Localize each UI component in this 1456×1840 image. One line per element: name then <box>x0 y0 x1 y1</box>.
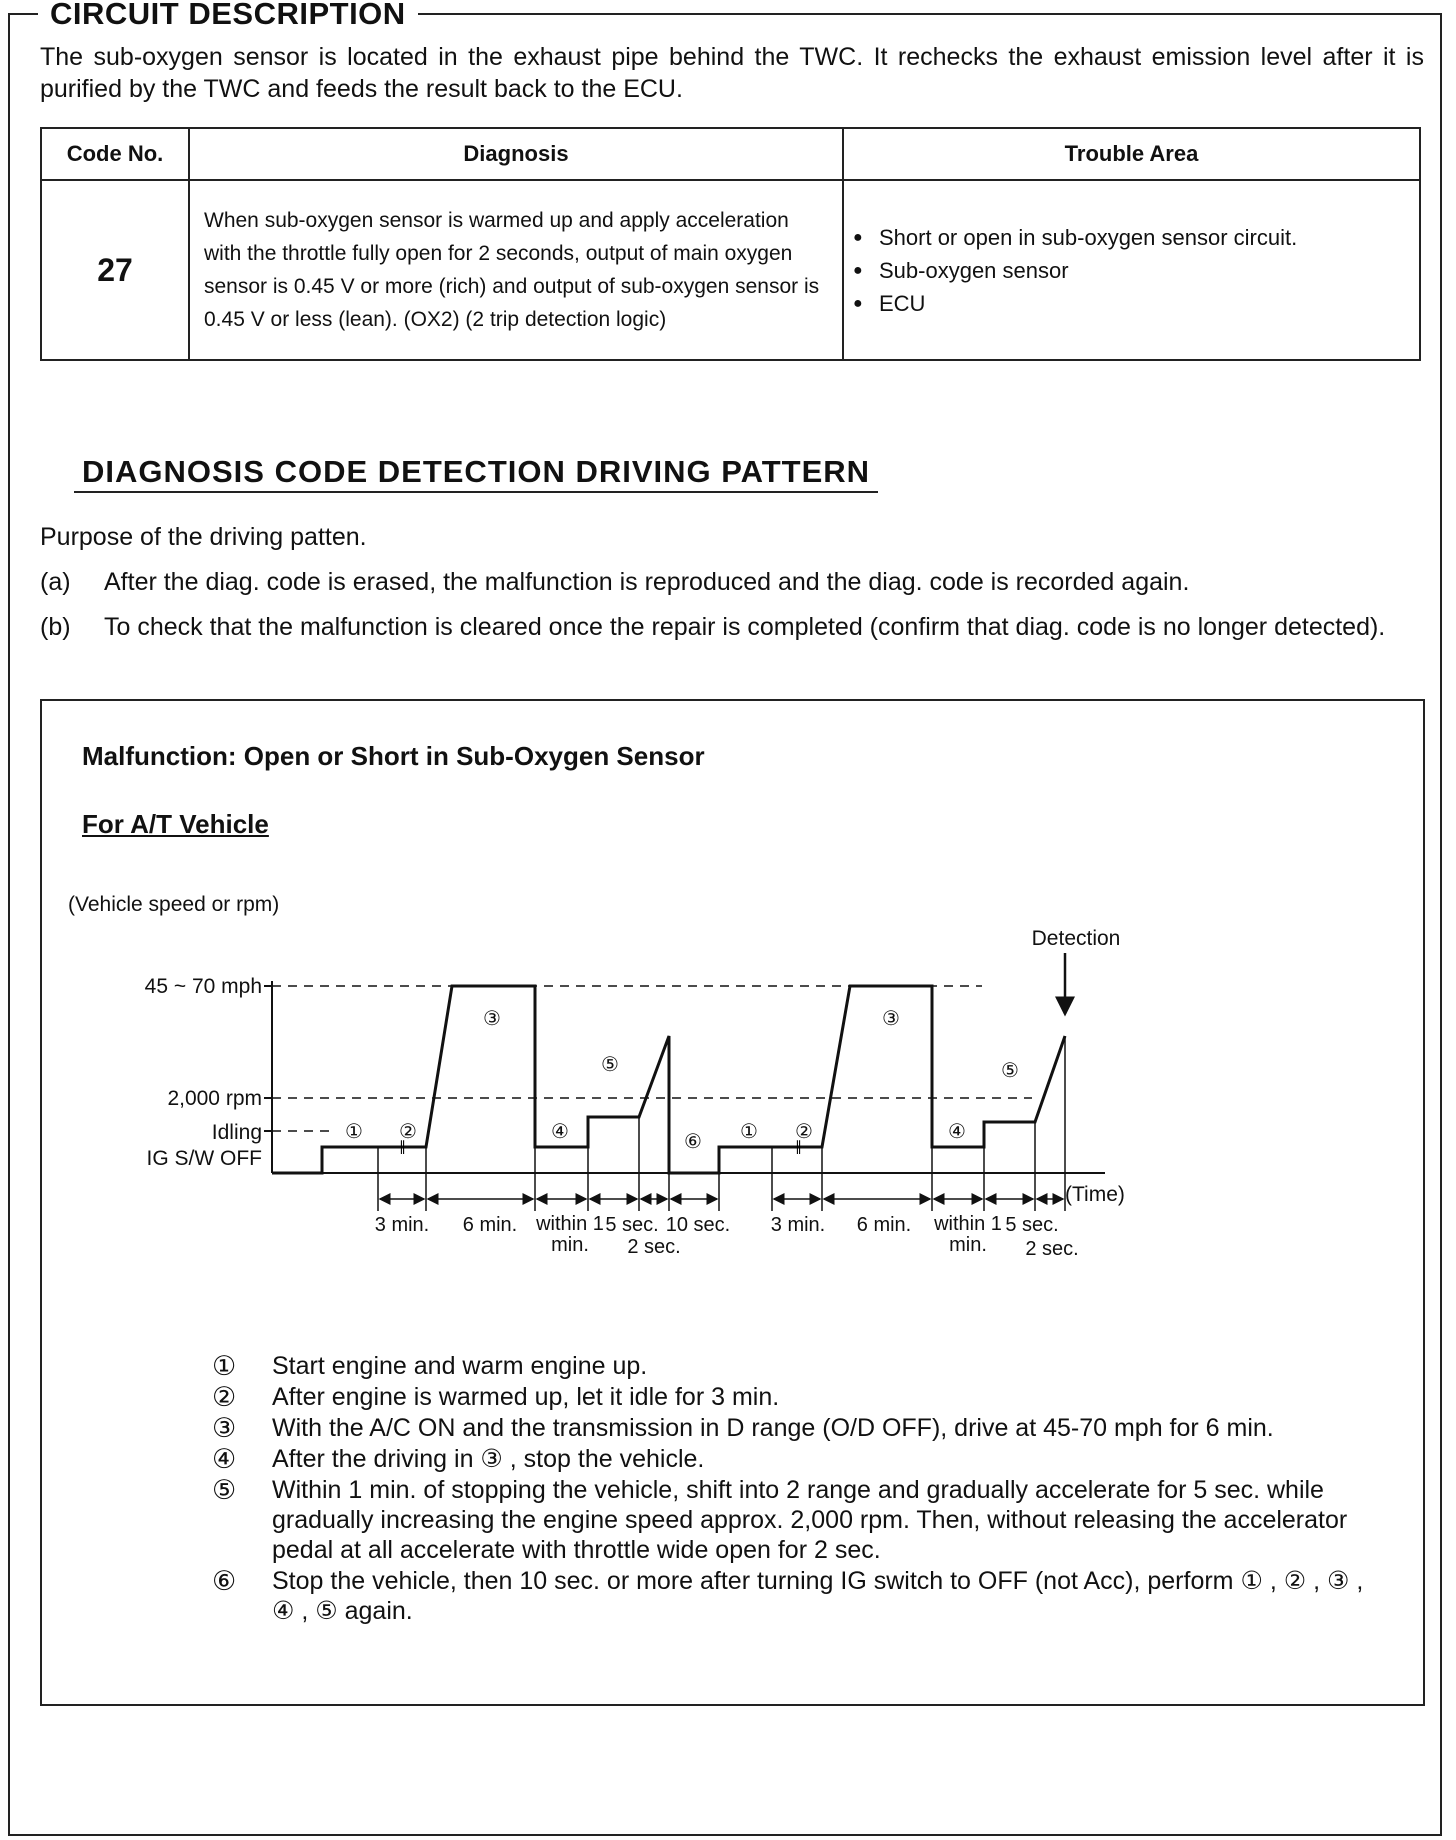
phase-mark: ④ <box>948 1119 966 1143</box>
list-item <box>212 1351 1387 1381</box>
phase-mark: ① <box>740 1119 758 1143</box>
step-text: After engine is warmed up, let it idle for 3 min. <box>272 1383 780 1411</box>
driving-pattern-chart <box>42 881 1423 1281</box>
step-text: Stop the vehicle, then 10 sec. or more after turning IG switch to OFF (not Acc), perform ① , ② , ③ , ④ , ⑤ again. <box>272 1567 1364 1625</box>
list-item <box>212 1382 1387 1412</box>
list-item <box>212 1444 1387 1474</box>
procedure-steps <box>212 1351 1387 1627</box>
break-mark: ∥ <box>399 1139 406 1155</box>
duration-label: 6 min. <box>462 1214 518 1236</box>
driving-pattern-title: DIAGNOSIS CODE DETECTION DRIVING PATTERN <box>74 455 878 493</box>
step-number: ④ <box>212 1444 237 1474</box>
table-header-row <box>41 128 1420 180</box>
duration-label-box <box>930 1214 1006 1264</box>
chart-ylabel: (Vehicle speed or rpm) <box>68 893 280 916</box>
purpose-text: Purpose of the driving patten. <box>40 523 367 551</box>
diagnosis-table <box>40 127 1421 361</box>
vehicle-type-subtitle: For A/T Vehicle <box>82 809 269 839</box>
duration-label: 5 sec. <box>1005 1214 1059 1236</box>
step-text: With the A/C ON and the transmission in D range (O/D OFF), drive at 45-70 mph for 6 min. <box>272 1414 1274 1442</box>
step-number: ① <box>212 1351 237 1381</box>
header-trouble-area: Trouble Area <box>843 128 1420 180</box>
step-number: ② <box>212 1382 237 1412</box>
duration-label-box <box>532 1214 608 1264</box>
diagnosis-text: When sub-oxygen sensor is warmed up and apply acceleration with the throttle fully open for 2 seconds, output of main oxygen sensor is 0.45 V or more (rich) and output of sub-oxygen sensor is 0.45 V or less (lean). (OX2) (2 trip detection logic) <box>189 180 843 360</box>
circuit-description-frame <box>8 0 1442 1836</box>
list-item <box>212 1566 1387 1626</box>
phase-mark: ② <box>399 1119 417 1143</box>
duration-label: 2 sec. <box>1025 1238 1079 1260</box>
driving-pattern-trace <box>272 986 1065 1173</box>
duration-label: 6 min. <box>856 1214 912 1236</box>
phase-mark: ⑥ <box>684 1129 702 1153</box>
list-item <box>212 1413 1387 1443</box>
trouble-area <box>843 180 1420 360</box>
step-number: ⑤ <box>212 1475 237 1505</box>
purpose-item-b <box>40 611 1425 643</box>
circuit-description-text: The sub-oxygen sensor is located in the exhaust pipe behind the TWC. It rechecks the exhaust emission level after it is purified by the TWC and feeds the result back to the ECU. <box>40 43 1424 103</box>
level-label-speed: 45 ~ 70 mph <box>144 975 262 998</box>
duration-label: 2 sec. <box>627 1236 681 1258</box>
table-row <box>41 180 1420 360</box>
item-label: (a) <box>40 568 71 596</box>
phase-mark: ⑤ <box>1001 1058 1019 1082</box>
code-number: 27 <box>41 180 189 360</box>
item-text: After the diag. code is erased, the malfunction is reproduced and the diag. code is recorded again. <box>104 568 1190 596</box>
phase-mark: ④ <box>551 1119 569 1143</box>
header-code: Code No. <box>41 128 189 180</box>
step-text: Start engine and warm engine up. <box>272 1352 648 1380</box>
duration-label: within 1 min. <box>934 1214 1002 1256</box>
chart-xlabel: (Time) <box>1065 1183 1125 1206</box>
driving-pattern-box <box>40 699 1425 1706</box>
trouble-item: ● Sub-oxygen sensor <box>863 254 1418 287</box>
duration-label: 10 sec. <box>665 1214 731 1236</box>
detection-label: Detection <box>1031 927 1121 950</box>
phase-mark: ② <box>795 1119 813 1143</box>
step-number: ③ <box>212 1413 237 1443</box>
phase-mark: ③ <box>483 1006 501 1030</box>
step-number: ⑥ <box>212 1566 237 1596</box>
item-label: (b) <box>40 613 71 641</box>
list-item <box>212 1475 1387 1565</box>
break-mark: ∥ <box>795 1139 802 1155</box>
step-text: Within 1 min. of stopping the vehicle, shift into 2 range and gradually accelerate for 5 sec. while gradually increasing the engine speed approx. 2,000 rpm. Then, without releasing the accelerator pedal at all accelerate with throttle wide open for 2 sec. <box>272 1476 1348 1564</box>
trouble-item: ● Short or open in sub-oxygen sensor circuit. <box>863 221 1418 254</box>
phase-mark: ⑤ <box>601 1052 619 1076</box>
duration-label: 5 sec. <box>605 1214 659 1236</box>
duration-label: 3 min. <box>770 1214 826 1236</box>
level-label-idling: Idling <box>211 1121 262 1144</box>
item-text: To check that the malfunction is cleared once the repair is completed (confirm that diag. code is no longer detected). <box>104 613 1386 641</box>
header-diagnosis: Diagnosis <box>189 128 843 180</box>
level-label-off: IG S/W OFF <box>146 1147 262 1170</box>
phase-mark: ③ <box>882 1006 900 1030</box>
circuit-description-title: CIRCUIT DESCRIPTION <box>38 0 418 29</box>
step-text: After the driving in ③ , stop the vehicle. <box>272 1445 705 1473</box>
duration-label: 3 min. <box>374 1214 430 1236</box>
phase-mark: ① <box>345 1119 363 1143</box>
trouble-item: ● ECU <box>863 287 1418 320</box>
level-label-rpm: 2,000 rpm <box>167 1087 262 1110</box>
duration-label: within 1 min. <box>536 1214 604 1256</box>
malfunction-title: Malfunction: Open or Short in Sub-Oxygen Sensor <box>82 741 705 771</box>
purpose-item-a <box>40 566 1425 598</box>
